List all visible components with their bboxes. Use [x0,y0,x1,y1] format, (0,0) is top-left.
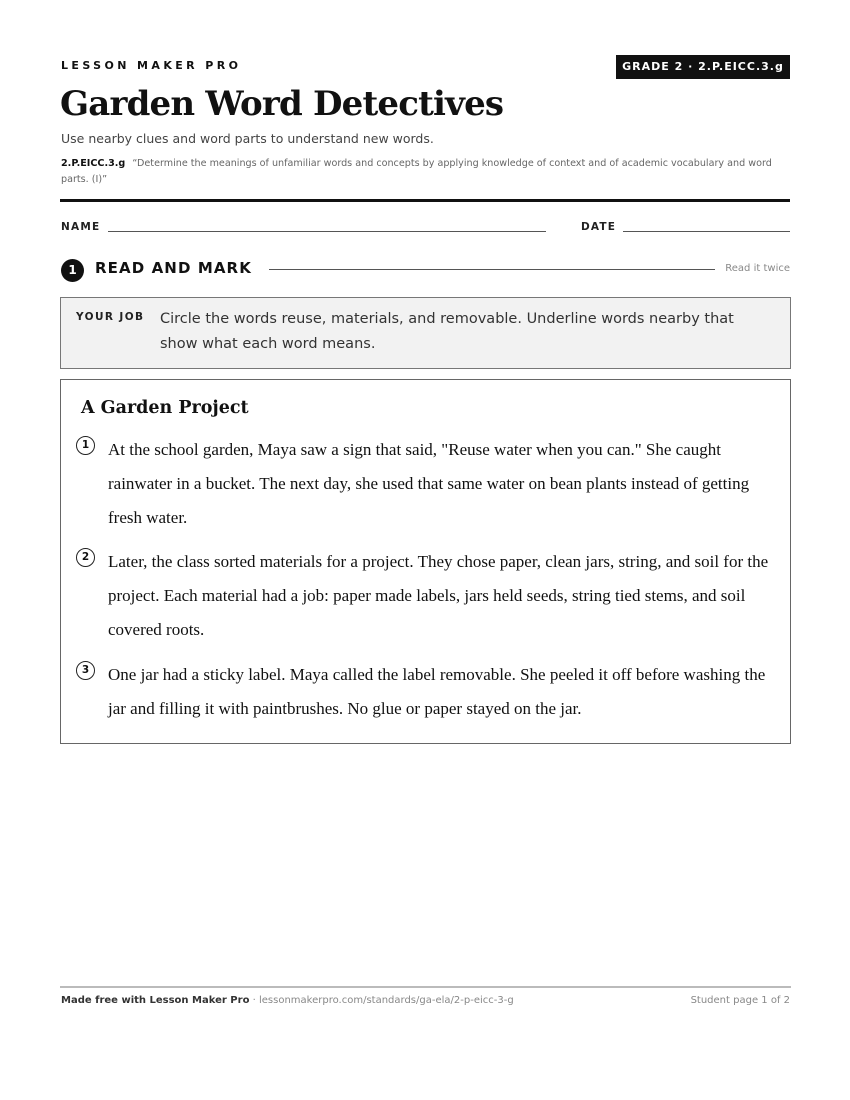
name-label: NAME [61,221,101,233]
date-label: DATE [581,221,617,233]
date-field[interactable] [623,231,790,232]
page-subtitle: Use nearby clues and word parts to understand new words. [61,131,434,146]
page-title: Garden Word Detectives [60,84,504,124]
section-number-badge: 1 [61,259,84,282]
paragraph-2: Later, the class sorted materials for a project. They chose paper, clean jars, string, and soil for the project. Each material had a job: paper made labels, jars held seeds, string tied stems, and soil covered roots. [108,552,769,639]
footer-made-with: Made free with Lesson Maker Pro [61,995,250,1006]
grade-badge: GRADE 2 · 2.P.EICC.3.g [616,55,790,79]
page-number: Student page 1 of 2 [690,995,790,1006]
name-field[interactable] [108,231,546,232]
passage-title: A Garden Project [81,398,249,418]
standard-description [61,156,790,188]
brand-name: LESSON MAKER PRO [61,59,242,72]
your-job-label: YOUR JOB [76,311,145,323]
your-job-box [60,297,791,369]
reading-passage [60,379,791,744]
header-divider [60,199,790,202]
section-title: READ AND MARK [95,259,252,277]
footer-separator: · [249,995,259,1006]
paragraph-1: At the school garden, Maya saw a sign that said, "Reuse water when you can." She caught rainwater in a bucket. The next day, she used that same water on bean plants instead of getting fresh water. [108,440,750,527]
footer-divider [60,986,791,988]
paragraph-number-1: 1 [76,436,95,455]
paragraph-number-2: 2 [76,548,95,567]
paragraph-3: One jar had a sticky label. Maya called the label removable. She peeled it off before washing the jar and filling it with paintbrushes. No glue or paper stayed on the jar. [108,665,766,718]
section-note: Read it twice [725,263,790,274]
standard-code: 2.P.EICC.3.g [61,158,126,169]
section-divider [269,269,715,270]
paragraph-number-3: 3 [76,661,95,680]
footer-url[interactable]: lessonmakerpro.com/standards/ga-ela/2-p-eicc-3-g [258,995,514,1006]
your-job-instructions: Circle the words reuse, materials, and removable. Underline words nearby that show what each word means. [160,311,734,352]
footer-credit [61,995,514,1006]
standard-text: “Determine the meanings of unfamiliar words and concepts by applying knowledge of context and of academic vocabulary and word parts. (I)” [61,158,772,185]
